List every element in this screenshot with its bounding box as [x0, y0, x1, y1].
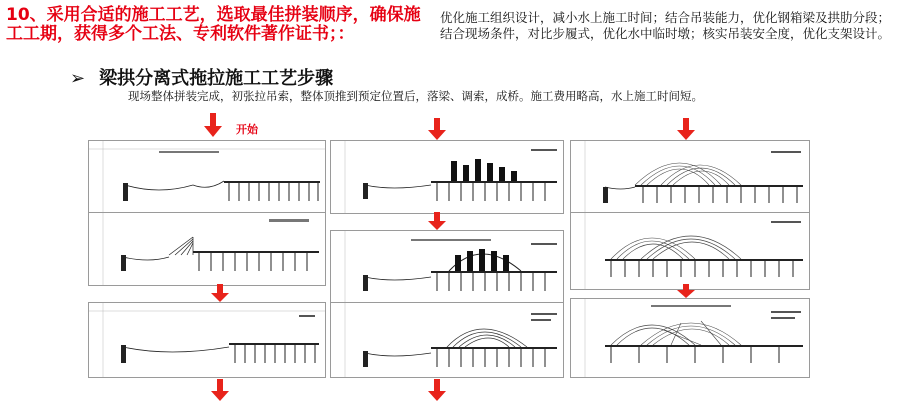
step-drawing-7 — [571, 141, 809, 213]
step-panel-2 — [88, 212, 326, 286]
process-heading-text: 梁拱分离式拖拉施工工艺步骤 — [99, 68, 334, 89]
down-arrow-icon — [211, 284, 229, 302]
step-panel-4 — [330, 140, 564, 214]
step-panel-9 — [570, 298, 810, 378]
step-panel-3 — [88, 302, 326, 378]
step-panel-1 — [88, 140, 326, 214]
down-arrow-icon — [428, 118, 446, 140]
step-drawing-9 — [571, 299, 809, 377]
step-drawing-5 — [331, 231, 563, 303]
step-drawing-1 — [89, 141, 325, 213]
section-title: 10、采用合适的施工工艺，选取最佳拼装顺序，确保施工工期，获得多个工法、专利软件著作证书；： — [6, 5, 421, 44]
step-drawing-3 — [89, 303, 325, 377]
down-arrow-icon — [677, 284, 695, 298]
step-drawing-4 — [331, 141, 563, 213]
down-arrow-icon — [211, 379, 229, 401]
down-arrow-icon — [677, 118, 695, 140]
step-drawing-6 — [331, 303, 563, 377]
optimization-description: 优化施工组织设计，减小水上施工时间；结合吊装能力，优化钢箱梁及拱肋分段；结合现场条件，对比步履式，优化水中临时墩；核实吊装安全度，优化支架设计。 — [440, 10, 891, 41]
start-label: 开始 — [236, 123, 258, 136]
start-arrow-icon — [204, 113, 222, 137]
step-drawing-8 — [571, 213, 809, 289]
step-panel-5 — [330, 230, 564, 304]
down-arrow-icon — [428, 212, 446, 230]
process-heading — [70, 64, 333, 90]
step-drawing-2 — [89, 213, 325, 285]
step-panel-6 — [330, 302, 564, 378]
bullet-arrow-icon: ➢ — [70, 68, 86, 89]
step-panel-7 — [570, 140, 810, 214]
process-summary: 现场整体拼装完成，初张拉吊索，整体顶推到预定位置后，落梁、调索，成桥。施工费用略高，水上施工时间短。 — [128, 89, 703, 103]
down-arrow-icon — [428, 379, 446, 401]
step-panel-8 — [570, 212, 810, 290]
